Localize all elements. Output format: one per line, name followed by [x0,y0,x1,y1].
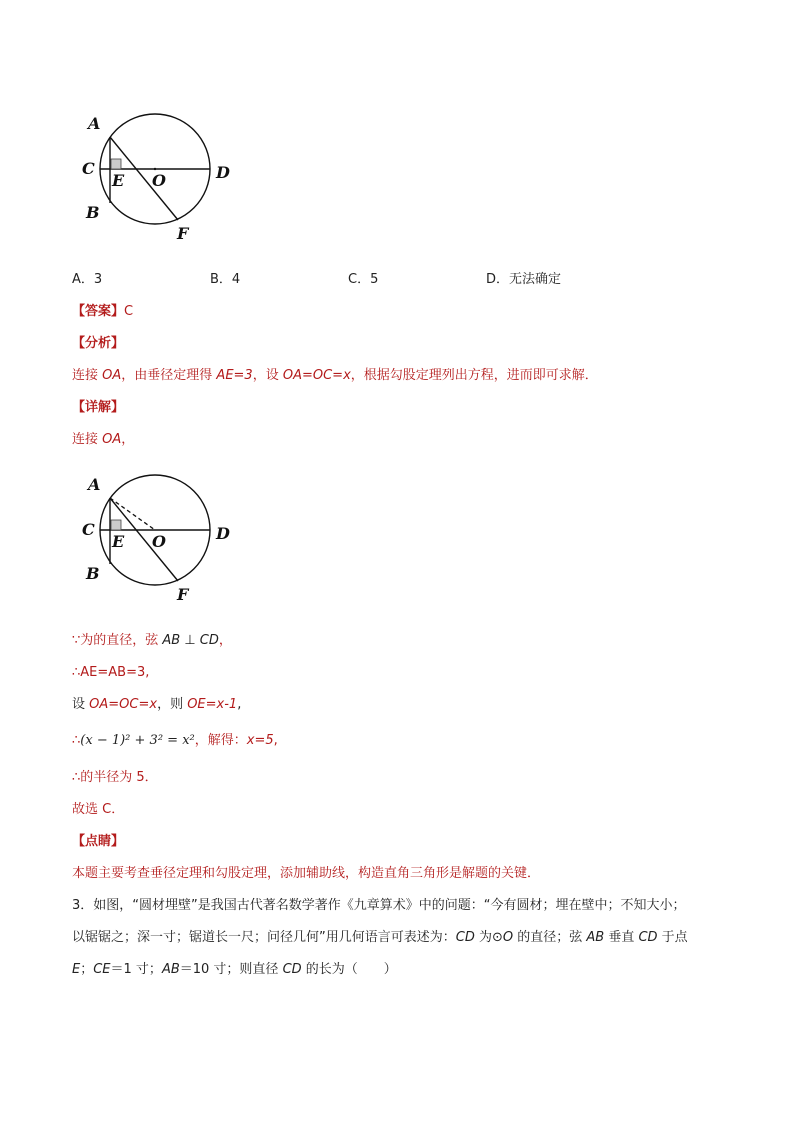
detail-connect [72,431,134,449]
circle-figure-1 [78,112,248,242]
option-b: B．4 [210,272,241,287]
math: OA [102,432,122,447]
comment-text: 本题主要考查垂径定理和勾股定理，添加辅助线，构造直角三角形是解题的关键． [72,866,541,881]
right-angle-mark [111,520,121,530]
math: (x − 1)² + 3² = x² [80,733,195,748]
math: x=5 [246,733,274,748]
analysis-text [72,367,598,385]
label-e: E [112,171,125,190]
math: O [502,930,514,945]
math: CD [638,930,658,945]
comment-label: 【点睛】 [72,834,125,849]
text: 以锯锯之；深一寸；锯道长一尺；问径几何”用几何语言可表述为： [72,930,456,945]
text: ，解得： [194,733,247,748]
text: ＝10 寸；则直径 [179,962,283,977]
text: 垂直 [604,930,639,945]
text: 的长为（ ） [301,962,397,977]
label-a: A [88,475,101,494]
text: ，则 [157,697,188,712]
label-d: D [216,163,230,182]
question3-line-3 [72,961,397,979]
text: 连接 [72,368,103,383]
math: E [72,962,81,977]
text: ， [218,633,232,648]
answer-line [72,303,133,321]
solution-line-3 [72,696,241,714]
question3-line-1: 3．如图，“圆材埋壁”是我国古代著名数学著作《九章算术》中的问题：“今有圆材；埋在壁中；不知大小； [72,898,686,913]
text: 连接 [72,432,103,447]
option-a: A．3 [72,272,103,287]
center-point [154,168,156,170]
math: AB ⊥ CD [162,633,219,648]
text: ，根据勾股定理列出方程，进而即可求解． [350,368,598,383]
math: AE=3 [216,368,253,383]
label-e: E [112,532,125,551]
label-c: C [82,520,95,539]
circle-figure-2 [78,473,248,603]
solution-line-6: 故选 C． [72,802,125,817]
math: OA [102,368,122,383]
text: 设 [72,697,90,712]
solution-line-1 [72,632,232,650]
label-d: D [216,524,230,543]
math: CE [93,962,111,977]
answer-label: 【答案】 [72,304,125,319]
solution-line-5: ∴的半径为 5． [72,770,158,785]
text: ，由垂径定理得 [121,368,217,383]
right-angle-mark [111,159,121,169]
label-c: C [82,159,95,178]
math: OA=OC=x [282,368,351,383]
math: CD [455,930,475,945]
option-c: C．5 [348,272,379,287]
detail-label: 【详解】 [72,400,125,415]
text: ∴ [72,733,81,748]
label-a: A [88,114,101,133]
text: ∵为的直径，弦 [72,633,163,648]
math: AB [586,930,605,945]
text: ，设 [252,368,283,383]
answer-value: C [124,304,134,319]
label-b: B [86,564,100,583]
text: ， [121,432,135,447]
text: ； [80,962,94,977]
math: AB [161,962,180,977]
analysis-label: 【分析】 [72,336,125,351]
math: OE=x-1 [187,697,238,712]
text: , [273,733,278,748]
math: CD [282,962,302,977]
label-f: F [177,224,189,242]
math: OA=OC=x [89,697,158,712]
text: , [237,697,242,712]
option-d: D．无法确定 [486,272,562,287]
label-o: O [152,532,166,551]
text: 于点 [657,930,688,945]
text: ＝1 寸； [110,962,162,977]
solution-line-4 [72,732,278,750]
label-b: B [86,203,100,222]
text: 为⊙ [474,930,503,945]
label-o: O [152,171,166,190]
question3-line-2 [72,929,688,947]
solution-line-2: ∴AE=AB=3, [72,665,150,680]
text: 的直径；弦 [513,930,587,945]
label-f: F [177,585,189,603]
